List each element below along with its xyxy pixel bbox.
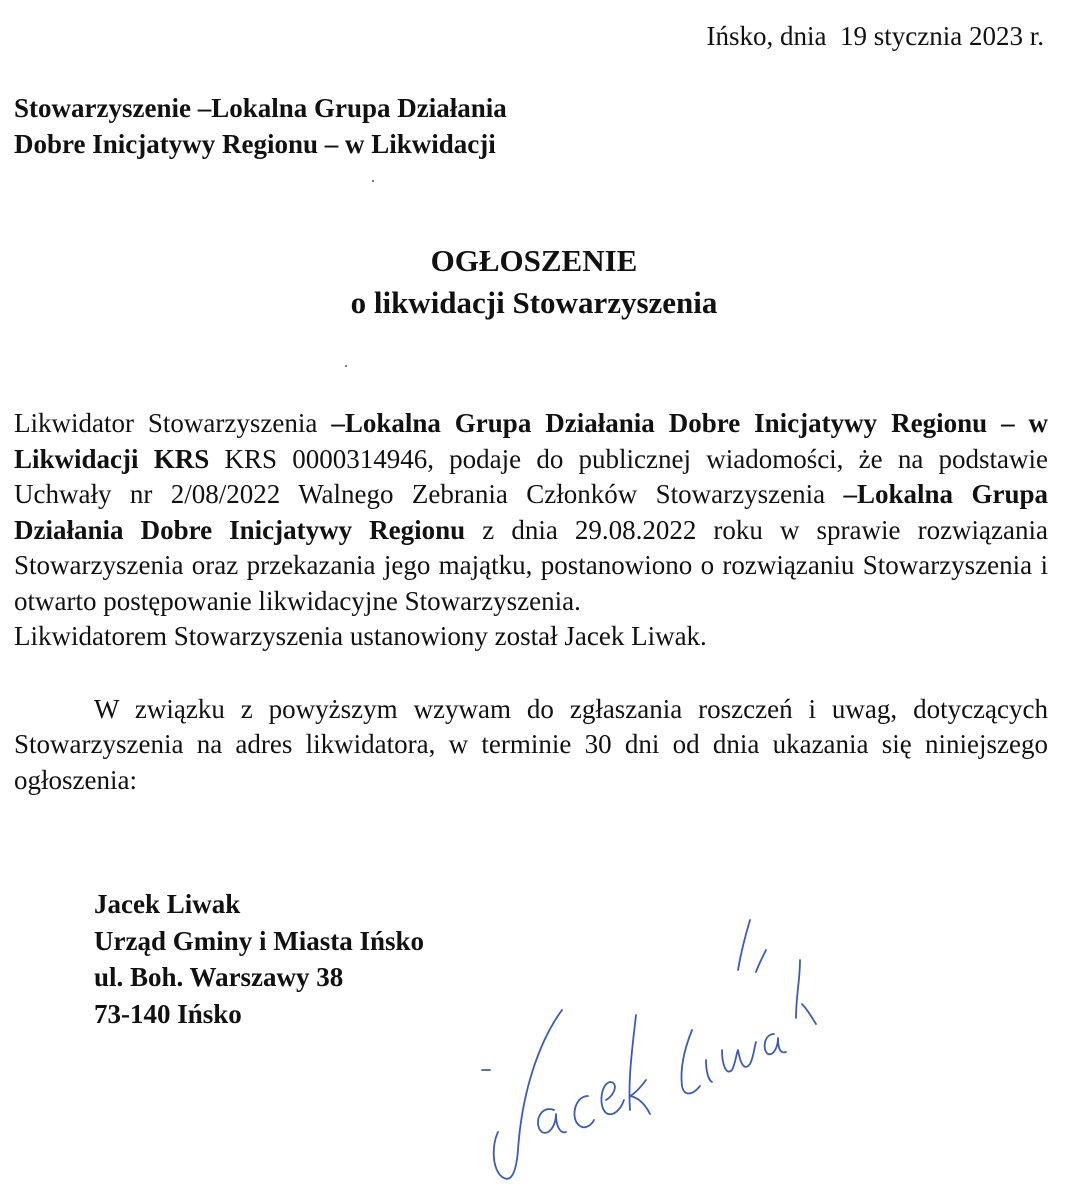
p1-part-b-bold: –Lokalna Grupa Działania Dobre Inicjatywy Regionu – w Likwidacji KRS xyxy=(14,408,1049,474)
liquidator-address xyxy=(94,886,424,1032)
title-sub: o likwidacji Stowarzyszenia xyxy=(350,285,718,320)
address-city: 73-140 Ińsko xyxy=(94,998,242,1029)
announcement-title xyxy=(0,240,1068,324)
organization-block xyxy=(14,90,507,162)
address-street: ul. Boh. Warszawy 38 xyxy=(94,962,344,992)
scan-speck xyxy=(372,180,374,182)
p1-part-c: KRS 0000314946, podaje do publicznej wiadomości, że na podstawie Uchwały nr 2/08/2022 Walnego Zebrania Członków Stowarzyszenia xyxy=(14,443,1048,509)
scan-speck xyxy=(345,365,347,367)
address-office: Urząd Gminy i Miasta Ińsko xyxy=(94,925,425,956)
announcement-body xyxy=(14,406,1048,825)
address-name: Jacek Liwak xyxy=(94,889,241,919)
p1-part-d-bold: –Lokalna Grupa Działania Dobre Inicjatywy Regionu xyxy=(14,479,1048,545)
paragraph-2: W związku z powyższym wzywam do zgłaszania roszczeń i uwag, dotyczących Stowarzyszenia na adres likwidatora, w terminie 30 dni od dnia ukazania się niniejszego ogłoszenia: xyxy=(14,693,1048,795)
date-line: Ińsko, dnia 19 stycznia 2023 r. xyxy=(706,21,1044,51)
p1-part-e: z dnia 29.08.2022 roku w sprawie rozwiązania Stowarzyszenia oraz przekazania jego majątku, postanowiono o rozwiązaniu Stowarzyszenia i otwarto postępowanie likwidacyjne Stowarzyszenia. xyxy=(14,514,1048,616)
organization-line-2: Dobre Inicjatywy Regionu – w Likwidacji xyxy=(14,129,496,159)
paragraph-1 xyxy=(14,406,1048,619)
handwritten-signature xyxy=(470,900,850,1190)
liquidator-line: Likwidatorem Stowarzyszenia ustanowiony został Jacek Liwak. xyxy=(14,621,707,651)
title-main: OGŁOSZENIE xyxy=(430,243,638,278)
p1-part-a: Likwidator Stowarzyszenia xyxy=(14,408,332,438)
organization-line-1: Stowarzyszenie –Lokalna Grupa Działania xyxy=(14,93,507,123)
